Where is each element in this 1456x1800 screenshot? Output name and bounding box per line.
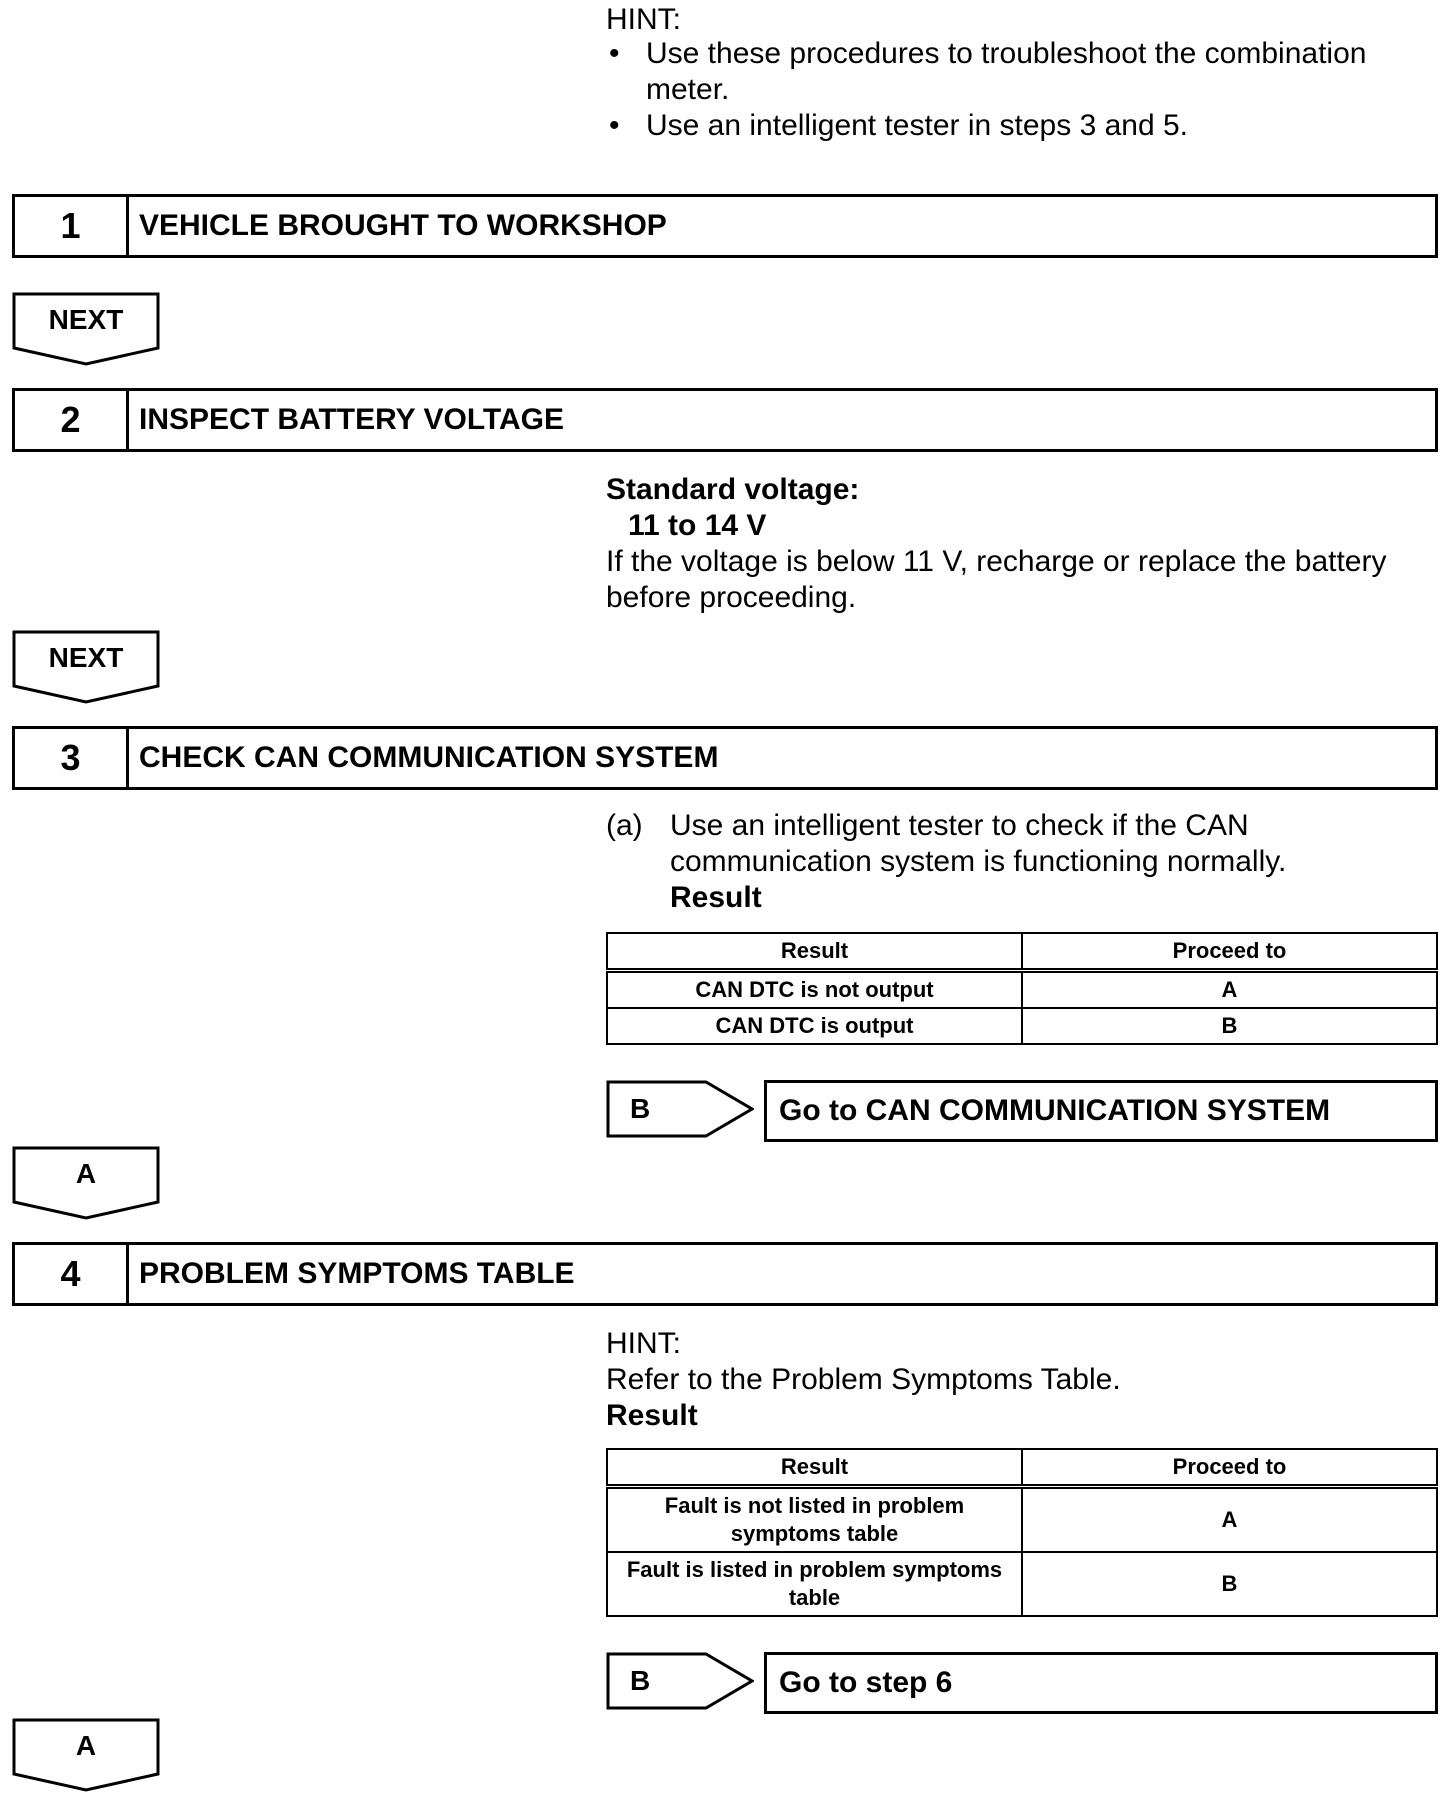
step-2-header [12,388,1438,452]
table-header-row [607,933,1437,971]
table-cell: Fault is listed in problem symptoms table [607,1552,1022,1616]
table-header-row [607,1449,1437,1487]
table-row [607,1008,1437,1044]
step-number: 4 [15,1245,129,1303]
step-1-header [12,194,1438,258]
table-header-cell: Proceed to [1022,933,1437,971]
step3-marker: (a) [606,809,643,842]
right-arrow-icon [606,1080,754,1138]
step-title: CHECK CAN COMMUNICATION SYSTEM [139,741,719,774]
table-cell: CAN DTC is output [607,1008,1022,1044]
next-badge-2[interactable] [12,630,160,706]
branch-target-step6[interactable]: Go to step 6 [764,1652,1438,1714]
branch-label: B [630,1093,651,1124]
intro-hint-item: • Use these procedures to troubleshoot the combination meter. [606,36,1426,108]
branch-b-badge-1[interactable] [606,1080,754,1138]
step-title: INSPECT BATTERY VOLTAGE [139,403,565,436]
standard-voltage-value: 11 to 14 V [628,509,767,542]
step-4-header [12,1242,1438,1306]
battery-note: If the voltage is below 11 V, recharge or replace the battery before proceeding. [606,545,1387,614]
step-number: 2 [15,391,129,449]
table-cell: A [1022,1487,1437,1553]
step-title: PROBLEM SYMPTOMS TABLE [139,1257,575,1290]
table-row [607,1552,1437,1616]
a-label: A [75,1730,97,1761]
table-header-cell: Result [607,1449,1022,1487]
branch-b-badge-2[interactable] [606,1652,754,1710]
step4-hint-label: HINT: [606,1327,681,1360]
branch-target-can[interactable]: Go to CAN COMMUNICATION SYSTEM [764,1080,1438,1142]
intro-hint-label: HINT: [606,3,681,36]
a-badge-2[interactable] [12,1718,160,1794]
next-badge-1[interactable] [12,292,160,368]
table-header-cell: Result [607,933,1022,971]
step-title: VEHICLE BROUGHT TO WORKSHOP [139,209,667,242]
table-row [607,971,1437,1009]
table-cell: B [1022,1552,1437,1616]
step4-result-label: Result [606,1399,698,1432]
table-header-cell: Proceed to [1022,1449,1437,1487]
table-cell: Fault is not listed in problem symptoms table [607,1487,1022,1553]
table-cell: A [1022,971,1437,1009]
step-3-header [12,726,1438,790]
right-arrow-icon [606,1652,754,1710]
step-number: 3 [15,729,129,787]
intro-hint-list [606,36,1426,144]
next-label: NEXT [48,304,124,335]
a-badge-1[interactable] [12,1146,160,1222]
step4-hint-text: Refer to the Problem Symptoms Table. [606,1363,1121,1396]
intro-hint-item: • Use an intelligent tester in steps 3 and 5. [606,108,1426,144]
branch-label: B [630,1665,651,1696]
table-cell: B [1022,1008,1437,1044]
table-cell: CAN DTC is not output [607,971,1022,1009]
next-label: NEXT [48,642,124,673]
step3-result-label: Result [670,881,762,914]
step3-instruction: Use an intelligent tester to check if the CAN communication system is functioning normally. [670,809,1287,878]
standard-voltage-label: Standard voltage: [606,473,860,506]
a-label: A [75,1158,97,1189]
step-number: 1 [15,197,129,255]
table-row [607,1487,1437,1553]
step4-result-table [606,1448,1438,1617]
step3-result-table [606,932,1438,1045]
